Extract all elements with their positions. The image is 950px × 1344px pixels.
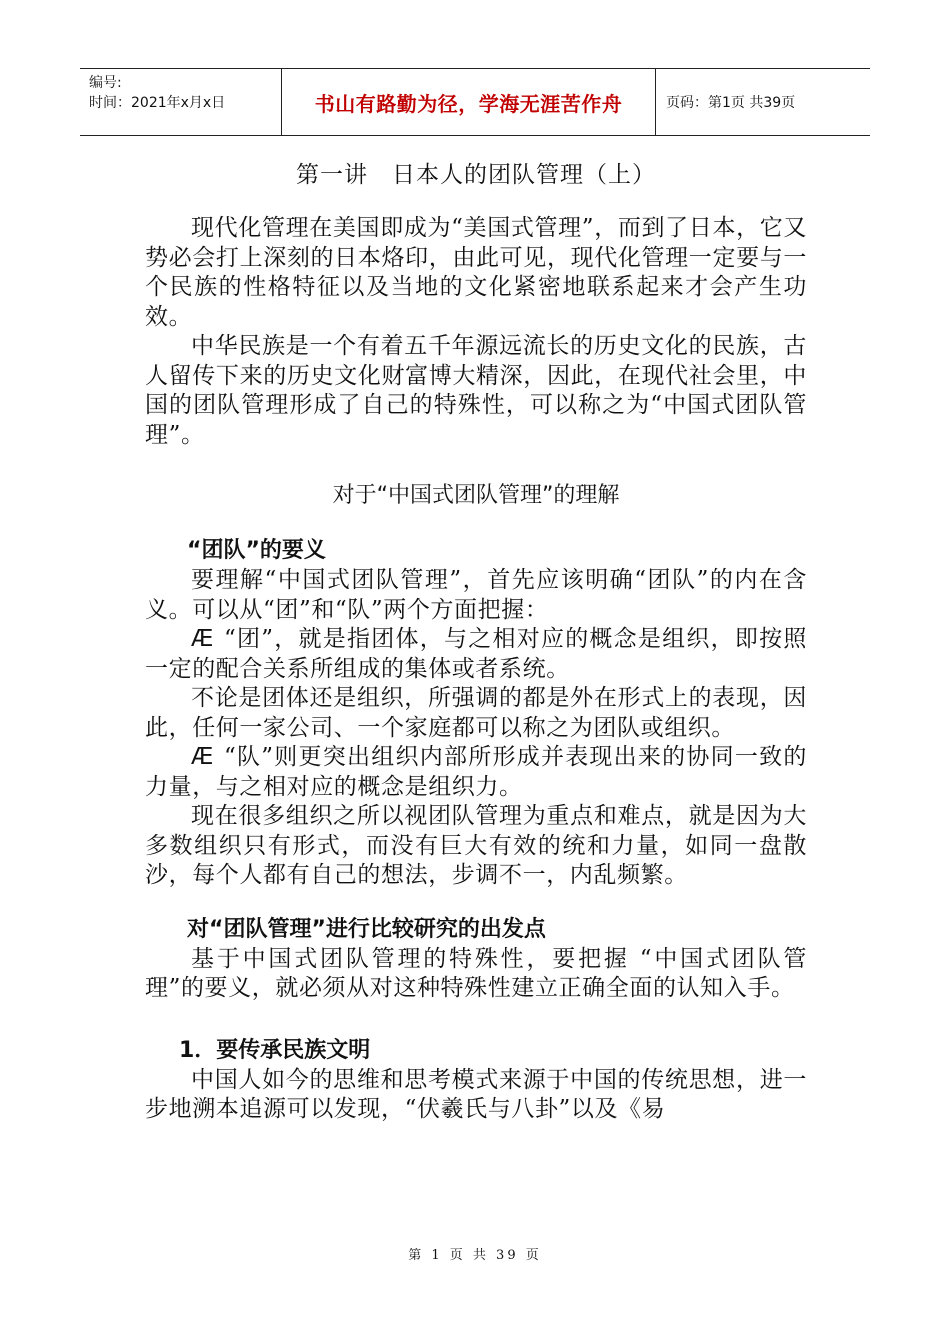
section-title: 对于“中国式团队管理”的理解 xyxy=(332,483,620,508)
team-meaning-paragraph-2: 不论是团体还是组织，所强调的都是外在形式上的表现，因此，任何一家公司、一个家庭都可以称之为团队或组织。 xyxy=(145,685,807,741)
subheading-inherit-civilization: 1．要传承民族文明 xyxy=(179,1037,371,1063)
intro-paragraph-1: 现代化管理在美国即成为“美国式管理”，而到了日本，它又势必会打上深刻的日本烙印，由此可见，现代化管理一定要与一个民族的性格特征以及当地的文化紧密地联系起来才会产生功效。 xyxy=(145,215,807,330)
intro-paragraph-2: 中华民族是一个有着五千年源远流长的历史文化的民族，古人留传下来的历史文化财富博大精深，因此，在现代社会里，中国的团队管理形成了自己的特殊性，可以称之为“中国式团队管理”。 xyxy=(145,333,807,448)
bullet-marker: Æ xyxy=(191,626,215,652)
time-label: 时间：2021年x月x日 xyxy=(89,95,226,111)
document-body xyxy=(145,150,807,1125)
header-page-info: 页码：第1页 共39页 xyxy=(666,95,796,111)
header-meta xyxy=(80,69,282,135)
document-header xyxy=(80,68,870,136)
inherit-civilization-paragraph: 中国人如今的思维和思考模式来源于中国的传统思想，进一步地溯本追源可以发现，“伏羲氏与八卦”以及《易 xyxy=(145,1066,807,1122)
header-motto: 书山有路勤为径，学海无涯苦作舟 xyxy=(282,69,656,135)
bullet-item-tuan xyxy=(145,625,807,684)
team-meaning-paragraph-1: 要理解“中国式团队管理”，首先应该明确“团队”的内在含义。可以从“团”和“队”两个方面把握： xyxy=(145,567,807,623)
bullet-text: “团”，就是指团体，与之相对应的概念是组织，即按照一定的配合关系所组成的集体或者系统。 xyxy=(145,626,807,682)
team-meaning-paragraph-3: 现在很多组织之所以视团队管理为重点和难点，就是因为大多数组织只有形式，而没有巨大有效的统和力量，如同一盘散沙，每个人都有自己的想法，步调不一，内乱频繁。 xyxy=(145,803,807,888)
lecture-title: 第一讲 日本人的团队管理（上） xyxy=(296,162,656,188)
code-label: 编号: xyxy=(89,75,122,91)
research-start-paragraph: 基于中国式团队管理的特殊性，要把握 “中国式团队管理”的要义，就必须从对这种特殊性建立正确全面的认知入手。 xyxy=(145,945,807,1001)
bullet-text: “队”则更突出组织内部所形成并表现出来的协同一致的力量，与之相对应的概念是组织力。 xyxy=(145,744,807,800)
page-footer: 第 1 页 共 39 页 xyxy=(408,1248,542,1263)
subheading-team-meaning: “团队”的要义 xyxy=(187,538,326,563)
subheading-research-start: 对“团队管理”进行比较研究的出发点 xyxy=(187,916,546,942)
bullet-item-dui xyxy=(145,743,807,802)
bullet-marker: Æ xyxy=(191,744,215,770)
